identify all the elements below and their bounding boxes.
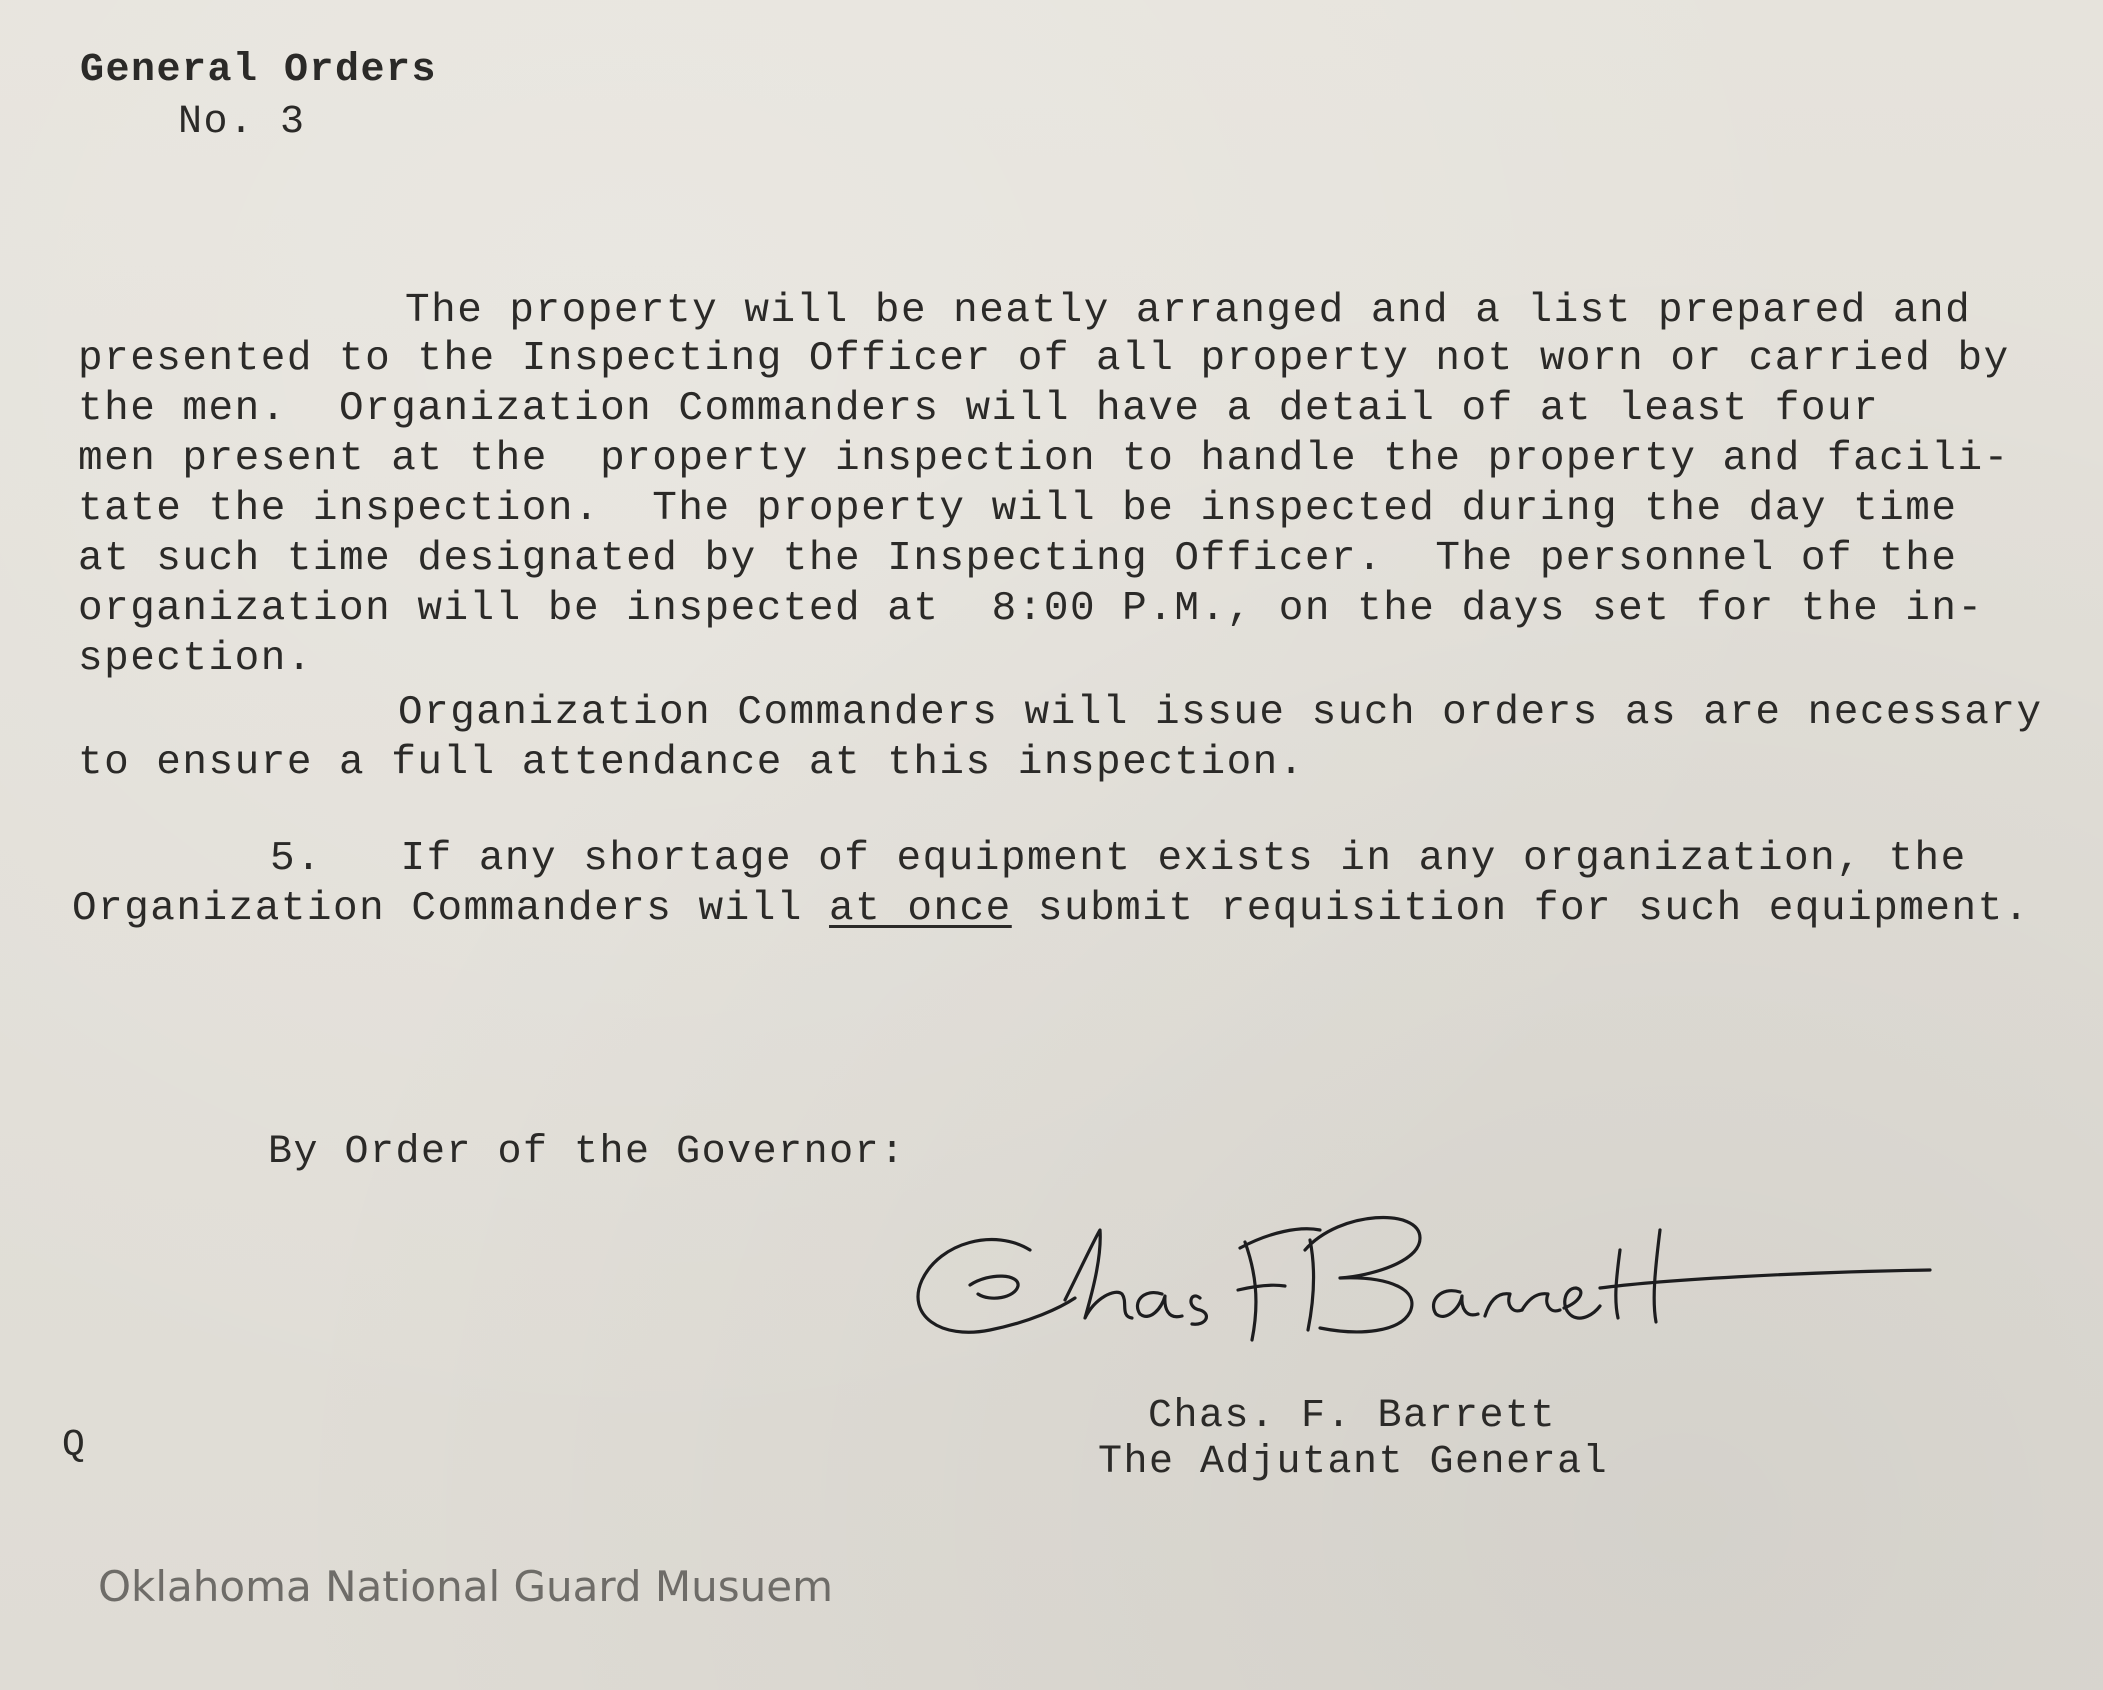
paragraph-2-line-1: Organization Commanders will issue such orders as are necessary bbox=[398, 690, 2043, 736]
signatory-title: The Adjutant General bbox=[1098, 1440, 1609, 1485]
paragraph-1-line-7: organization will be inspected at 8:00 P.M., on the days set for the in- bbox=[78, 586, 1984, 632]
margin-mark: Q bbox=[62, 1424, 87, 1467]
paragraph-1-line-8: spection. bbox=[78, 636, 313, 682]
paragraph-1-line-4: men present at the property inspection to handle the property and facili- bbox=[78, 436, 2010, 482]
underlined-phrase: at once bbox=[829, 886, 1012, 932]
order-number: No. 3 bbox=[178, 100, 306, 145]
paragraph-3-line-1: 5. If any shortage of equipment exists in any organization, the bbox=[270, 836, 1967, 882]
order-heading: General Orders bbox=[80, 48, 438, 93]
paragraph-1-line-3: the men. Organization Commanders will have a detail of at least four bbox=[78, 386, 1880, 432]
paragraph-3-line-2-end: submit requisition for such equipment. bbox=[1011, 886, 2030, 932]
paragraph-2-line-2: to ensure a full attendance at this inspection. bbox=[78, 740, 1305, 786]
handwritten-signature bbox=[900, 1190, 1940, 1360]
by-order-line: By Order of the Governor: bbox=[268, 1130, 906, 1175]
paragraph-1-line-6: at such time designated by the Inspecting Officer. The personnel of the bbox=[78, 536, 1958, 582]
paragraph-1-line-1: The property will be neatly arranged and a list prepared and bbox=[405, 288, 1972, 334]
paragraph-3-line-2-start: Organization Commanders will bbox=[72, 886, 830, 932]
paragraph-1-line-5: tate the inspection. The property will be inspected during the day time bbox=[78, 486, 1958, 532]
museum-watermark: Oklahoma National Guard Musuem bbox=[98, 1562, 834, 1611]
paragraph-1-line-2: presented to the Inspecting Officer of all property not worn or carried by bbox=[78, 336, 2010, 382]
paragraph-3-line-2 bbox=[72, 886, 2030, 932]
signatory-name: Chas. F. Barrett bbox=[1148, 1394, 1557, 1439]
